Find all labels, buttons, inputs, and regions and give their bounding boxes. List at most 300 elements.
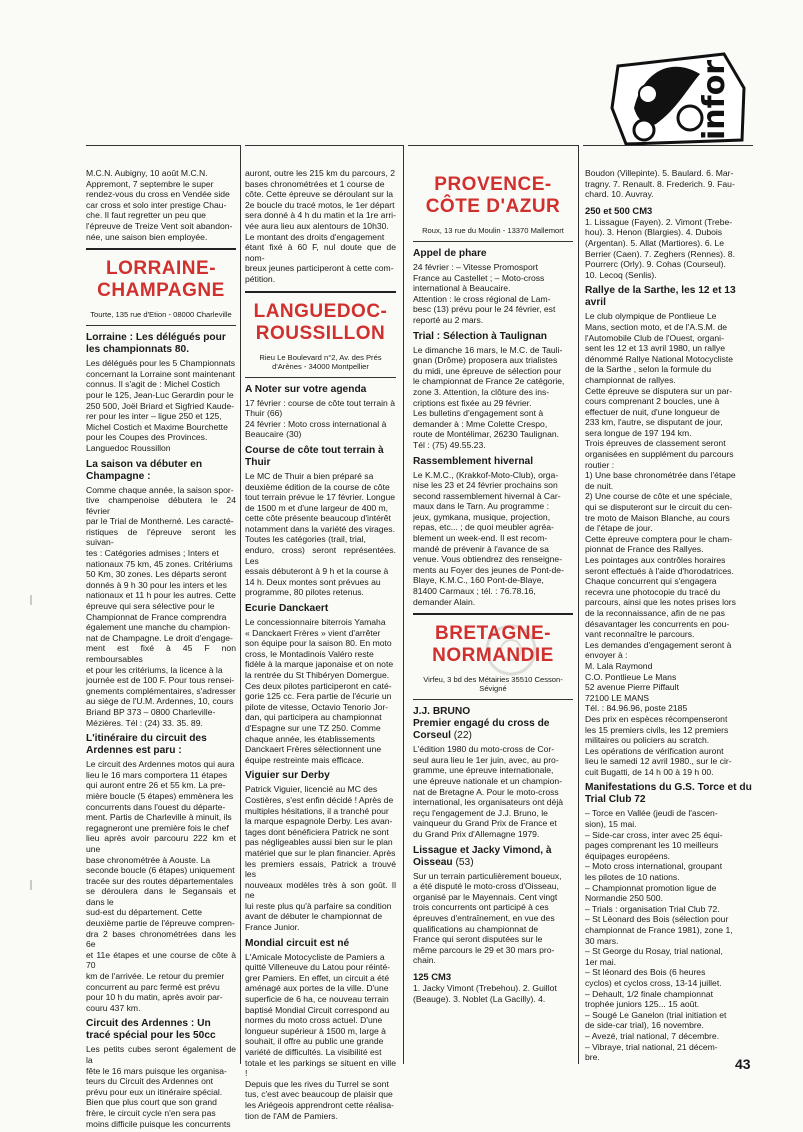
region-title-line: LORRAINE- xyxy=(105,258,217,280)
text-line: base chronométrée à Aouste. La xyxy=(86,854,211,865)
text-line: maux dans le Tarn. Au programme : xyxy=(413,501,549,512)
region-address: Tourte, 135 rue d'Etion - 08000 Charleville xyxy=(90,310,232,320)
text-line: de la Sarthe , selon la formule du xyxy=(585,364,712,375)
text-line: Cette épreuve se disputera sur un par- xyxy=(585,385,733,396)
text-line: connus. Il s'agit de : Michel Costich xyxy=(86,379,220,390)
text-line: teurs du Circuit des Ardennes ont xyxy=(86,1076,214,1087)
text-line: nat de Bretagne A. Pour le moto-cross xyxy=(413,786,559,797)
text-line: ments au Foyer des jeunes de Pont-de- xyxy=(413,564,564,575)
header-rule xyxy=(408,145,578,146)
article-heading: A Noter sur votre agenda xyxy=(245,383,367,395)
text-line: les pilotes de 10 nations. xyxy=(585,872,680,883)
text-line: organisées en supplément du parcours xyxy=(585,449,734,460)
text-line: prévu pour eux un itinéraire spécial. xyxy=(86,1086,223,1097)
text-line: criptions est fixée au 29 février. xyxy=(413,397,532,408)
text-line: blement un week-end. Il est recom- xyxy=(413,533,548,544)
text-line: journée est de 100 F. Pour tous rensei- xyxy=(86,675,235,686)
text-line: international, les organisateurs ont déjà xyxy=(413,797,564,808)
text-line: Depuis que les rives du Turrel se sont xyxy=(245,1078,389,1089)
text-line: Ces deux pilotes participeront en caté- xyxy=(245,680,392,691)
text-line: jeux, gymkana, musique, projection, xyxy=(413,511,551,522)
text-line: – Vibraye, trial national, 21 décem- xyxy=(585,1041,718,1052)
text-line: cross, le Montadinois Valéro reste xyxy=(245,648,374,659)
text-line: qui se disputeront sur le circuit du cen- xyxy=(585,502,733,513)
text-line: venue. Vous obtiendrez des renseigne- xyxy=(413,554,563,565)
page-number: 43 xyxy=(735,1056,751,1072)
results-heading: 125 CM3 xyxy=(413,970,452,982)
text-line: Danckaert Frères sélectionnent une xyxy=(245,744,382,755)
text-line: Des prix en espèces récompenseront xyxy=(585,713,728,724)
text-line: matériel que sur le plan financier. Après xyxy=(245,847,396,858)
text-line: cyclos) et cyclos cross, 13-14 juillet. xyxy=(585,977,722,988)
text-line: couru 437 km. xyxy=(86,1002,141,1013)
text-line: demander à : Mme Colette Crespo, xyxy=(413,418,548,429)
text-line: le championnat de France 2e catégorie, xyxy=(413,376,565,387)
text-line: bre. xyxy=(585,1052,600,1063)
text-line: la marque espagnole Derby. Les avan- xyxy=(245,816,393,827)
text-line: née, une saison bien employée. xyxy=(86,231,208,242)
article-body xyxy=(413,262,573,326)
text-line: Chaque concurrent qui s'engagera xyxy=(585,576,717,587)
infor-logo xyxy=(604,48,752,148)
text-line: tive champenoise débutera le 24 février xyxy=(86,495,236,516)
text-line: deuxième édition de la course de côte xyxy=(245,481,390,492)
region-address: Rieu Le Boulevard n°2, Av. des Prés d'Arènes - 34000 Montpellier xyxy=(259,352,382,371)
text-line: concurrents dans l'ouest du départe- xyxy=(86,801,226,812)
text-line: Les délégués pour les 5 Championnats xyxy=(86,358,236,369)
region-address: Virfeu, 3 bd des Métairies 35510 Cesson-Sévigné xyxy=(423,675,563,694)
column-1 xyxy=(86,168,236,1132)
text-line: nationaux 75 km, 45 zones. Critériums xyxy=(86,558,233,569)
text-line: côte. Cette épreuve se déroulant sur la xyxy=(245,189,394,200)
text-line: concurrent au parc fermé est prévu xyxy=(86,981,220,992)
text-line: Championnat de France comprendra xyxy=(86,611,227,622)
text-line: du Grand Prix d'Allemagne 1979. xyxy=(413,828,540,839)
text-line: ment est fixé à 45 F non remboursables xyxy=(86,643,236,664)
column-3 xyxy=(413,168,573,1007)
text-line: ristiques de l'épreuve seront les suivan- xyxy=(86,526,236,548)
article-heading: Viguier sur Derby xyxy=(245,770,330,782)
text-line: sera longue de 197 194 km. xyxy=(585,427,692,438)
divider xyxy=(86,325,236,326)
heading-number: (53) xyxy=(455,856,474,868)
text-line: route de Montélimar, 26230 Taulignan. xyxy=(413,429,560,440)
text-line: Berrier (Caen). 7. Zeghers (Rennes). 8. xyxy=(585,248,735,259)
text-line: de nuit. xyxy=(585,480,614,491)
text-line: 1er mai. xyxy=(585,956,617,967)
article-body xyxy=(413,345,573,451)
text-line: international à Beaucaire. xyxy=(413,283,511,294)
text-line: chard. 10. Auvray. xyxy=(585,189,654,200)
text-line: Thuir (66) xyxy=(245,408,283,419)
text-line: auront, outre les 215 km du parcours, 2 xyxy=(245,168,395,178)
text-line: moins difficile puisque les concurrents xyxy=(86,1118,231,1129)
text-line: 81400 Carmaux ; tél. : 76.78.16, xyxy=(413,586,536,597)
text-line: regagneront une première fois le chef xyxy=(86,822,229,833)
heading-text: Lissague et Jacky Vimond, à Oisseau xyxy=(413,844,552,868)
text-line: 30 mars. xyxy=(585,935,619,946)
text-line: également une manche du champion- xyxy=(86,622,231,633)
text-line: – Dehault, 1/2 finale championnat xyxy=(585,988,714,999)
article-heading: Rallye de la Sarthe, les 12 et 13 avril xyxy=(585,285,736,309)
article-heading: Mondial circuit est né xyxy=(245,937,350,949)
heading-text: Premier engagé du cross de Corseul xyxy=(413,718,550,742)
text-line: concernant la Lorraine sont maintenant xyxy=(86,368,236,379)
heading-number: (22) xyxy=(453,730,472,742)
text-line: longueur supérieur à 1500 m, large à xyxy=(245,1025,386,1036)
text-line: l'Automobile Club de l'Ouest, organi- xyxy=(585,332,724,343)
text-line: Le concessionnaire biterrois Yamaha xyxy=(245,617,386,628)
text-line: fête le 16 mars puisque les organisa- xyxy=(86,1065,227,1076)
text-line: Cette épreuve comptera pour le cham- xyxy=(585,533,733,544)
text-line: Les petits cubes seront également de la xyxy=(86,1044,236,1065)
text-line: championnat de France 1981), zone 1, xyxy=(585,925,733,935)
text-line: repas, etc... ; de quoi meubler agréa- xyxy=(413,522,554,533)
column-2 xyxy=(245,168,396,1124)
text-line: tus, c'est avec beaucoup de plaisir que xyxy=(245,1089,393,1100)
article-heading: Course de côte tout terrain à Thuir xyxy=(245,444,384,468)
text-line: 52 avenue Pierre Piffault xyxy=(585,682,679,693)
text-line: de l'étape de jour. xyxy=(585,523,653,534)
margin-mark xyxy=(30,880,32,890)
text-line: sud-est du département. Cette xyxy=(86,907,203,918)
text-line: qui auront entre 26 et 55 km. La pre- xyxy=(86,780,226,791)
text-line: – Avezé, trial national, 7 décembre. xyxy=(585,1030,720,1041)
article-body xyxy=(245,784,396,932)
text-line: gnements complémentaires, s'adresser xyxy=(86,685,236,696)
text-line: France qui seront disputées sur le xyxy=(413,934,543,945)
text-line: avant de débuter le championnat de xyxy=(245,911,383,922)
divider xyxy=(413,241,573,242)
text-line: Costières, s'est enfin décidé ! Après de xyxy=(245,794,394,805)
text-line: 24 février : Moto cross international à xyxy=(245,418,387,429)
text-line: – Sougé Le Ganelon (trial initiation et xyxy=(585,1009,727,1020)
text-line: L'Amicale Motocycliste de Pamiers a xyxy=(245,951,385,962)
text-line: km de l'arrivée. Le retour du premier xyxy=(86,971,225,982)
text-line: Le montant des droits d'engagement xyxy=(245,231,385,242)
article-body xyxy=(245,398,396,440)
text-line: Les opérations de vérification auront xyxy=(585,745,724,756)
divider xyxy=(413,613,573,615)
text-line: étant fixé à 60 F, nul doute que de nom- xyxy=(245,242,396,263)
text-line: vant reconnaître le parcours. xyxy=(585,629,695,640)
text-line: aménagé aux portes de la ville. D'une xyxy=(245,983,389,994)
text-line: Mans, section moto, et de l'A.S.M. de xyxy=(585,321,728,332)
text-line: variété de difficultés. La visibilité est xyxy=(245,1047,382,1057)
region-title-line: NORMANDIE xyxy=(432,645,554,667)
text-line: gorie 125 cc. Fera partie de l'écurie un xyxy=(245,691,392,702)
text-line: de la reconnaissance, afin de ne pas xyxy=(585,607,725,618)
region-title-line: LANGUEDOC- xyxy=(253,300,388,322)
text-line: les premiers essais, Patrick a trouvé les xyxy=(245,858,396,880)
region-title-line: PROVENCE- xyxy=(434,174,552,195)
svg-text:infor: infor xyxy=(697,59,732,140)
article-body xyxy=(413,744,573,839)
text-line: du midi, une épreuve de sélection pour xyxy=(413,365,562,376)
text-line: M.C.N. Aubigny, 10 août M.C.N. xyxy=(86,168,208,178)
text-line: mandé de prévenir à l'avance de sa xyxy=(413,543,549,554)
text-line: tion de l'AM de Pamiers. xyxy=(245,1110,338,1121)
article-body xyxy=(86,485,236,729)
text-line: Comme chaque année, la saison spor- xyxy=(86,484,234,495)
text-line: sera donné à 4 h du matin et la 1re arri- xyxy=(245,210,396,221)
text-line: gnan (Drôme) proposera aux trialistes xyxy=(413,355,558,366)
text-line: lieu le samedi 12 avril 1980., sur le cir- xyxy=(585,756,732,767)
text-line: – Trials : organisation Trial Club 72. xyxy=(585,903,720,914)
text-line: che. Il faut regretter un peu que xyxy=(86,210,206,221)
text-line: Les pointages aux contrôles horaires xyxy=(585,555,726,565)
text-line: hou). 3. Henon (Blargies). 4. Dubois xyxy=(585,227,723,238)
text-line: deuxième partie de l'épreuve compren- xyxy=(86,918,235,929)
text-line: fidèle à la marque japonaise et on note xyxy=(245,659,394,670)
text-line: 24 février : – Vitesse Promosport xyxy=(413,262,538,272)
article-body xyxy=(245,617,396,765)
text-line: d'Espagne sur une TZ 250. Comme xyxy=(245,722,381,733)
text-line: Les demandes d'engagement seront à xyxy=(585,639,732,650)
text-line: grer Pamiers. En effet, un circuit a été xyxy=(245,972,390,983)
text-line: 14 h. Deux montes sont prévues au xyxy=(245,576,381,587)
header-rule xyxy=(86,145,240,146)
article-body xyxy=(245,952,396,1122)
text-line: reporté au 2 mars. xyxy=(413,314,484,325)
text-line: pionnat de France des Rallyes. xyxy=(585,544,704,555)
text-line: dan, qui participera au championnat xyxy=(245,712,382,723)
text-line: organisé par le Mayennais. Cent vingt xyxy=(413,891,558,902)
text-line: bases chronométrées et 1 course de xyxy=(245,178,385,189)
text-line: – Side-car cross, inter avec 25 équi- xyxy=(585,829,723,840)
text-line: 17 février : course de côte tout terrain à xyxy=(245,397,395,408)
text-line: 1. Lissague (Fayen). 2. Vimont (Trebe- xyxy=(585,216,733,227)
text-line: mière boucle (5 étapes) emmènera les xyxy=(86,790,234,801)
article-heading: Lorraine : Les délégués pour les championnats 80. xyxy=(86,332,226,356)
col4-intro xyxy=(585,168,753,200)
text-line: tes : Catégories admises ; Inters et xyxy=(86,548,219,559)
text-line: Mézières. Tél : (24) 33. 35. 89. xyxy=(86,717,203,728)
text-line: Toutes les catégories (trail, trial, xyxy=(245,534,366,545)
text-line: Sur un terrain particulièrement boueux, xyxy=(413,870,562,881)
article-heading: Circuit des Ardennes : Un tracé spécial pour les 50cc xyxy=(86,1018,216,1042)
text-line: 2e boucle du tracé motos, le 1er départ xyxy=(245,199,395,210)
text-line: seul aura lieu le 1er juin, avec, au pro- xyxy=(413,754,559,765)
article-body xyxy=(413,871,573,966)
text-line: a été disputé le moto-cross d'Oisseau, xyxy=(413,881,559,892)
text-line: 10. Lecoq (Senlis). xyxy=(585,269,657,280)
text-line: enduro, cross) seront représentées. Les xyxy=(245,545,396,566)
text-line: pour 10 h du matin, après avoir par- xyxy=(86,992,223,1003)
column-rule xyxy=(578,145,579,1064)
text-line: – Torce en Vallée (jeudi de l'ascen- xyxy=(585,808,718,819)
text-line: Pourrerc (Orly). 9. Cohas (Courseul). xyxy=(585,259,726,270)
text-line: les 15 premiers civils, les 12 premiers xyxy=(585,724,729,735)
text-line: C.O. Pontlieue Le Mans xyxy=(585,671,677,682)
text-line: ment. Partis de Charleville à minuit, ils xyxy=(86,812,232,823)
text-line: tre moto de Maison Blanche, au cours xyxy=(585,512,730,523)
text-line: de side-car trial), 16 novembre. xyxy=(585,1020,704,1031)
text-line: France Junior. xyxy=(245,922,300,933)
divider xyxy=(86,248,236,250)
text-line: pétition. xyxy=(245,273,276,284)
text-line: une épreuve nationale et un champion- xyxy=(413,776,563,786)
text-line: Les bulletins d'engagement sont à xyxy=(413,408,544,419)
region-title-lorraine xyxy=(86,258,236,302)
text-line: France au Castellet ; – Moto-cross xyxy=(413,272,545,283)
text-line: Beaucaire (30) xyxy=(245,429,302,440)
region-address: Roux, 13 rue du Moulin - 13370 Mallemort xyxy=(422,226,564,235)
text-line: quitté Villeneuve du Latou pour réinté- xyxy=(245,962,391,973)
text-line: seconde boucle (6 étapes) uniquement xyxy=(86,865,235,876)
text-line: tages dont bénéficiera Patrick ne sont xyxy=(245,826,389,837)
text-line: – Championnat promotion ligue de xyxy=(585,882,717,893)
text-line: reçu l'engagement de J.J. Bruno, le xyxy=(413,807,548,818)
text-line: vainqueur du Grand Prix de France et xyxy=(413,818,557,829)
text-line: Attention : le cross régional de Lam- xyxy=(413,293,551,304)
text-line: notamment dans la variété des virages. xyxy=(245,523,395,534)
text-line: Appremont, 7 septembre le super xyxy=(86,178,214,189)
text-line: militaires ou policiers au scratch. xyxy=(585,735,710,746)
text-line: nouveaux modèles très à son goût. Il ne xyxy=(245,879,396,901)
divider xyxy=(245,377,396,378)
text-line: 1) Une base chronométrée dans l'étape xyxy=(585,470,736,481)
region-title-languedoc xyxy=(245,301,396,345)
text-line: chaque année, les établissements xyxy=(245,733,375,744)
text-line: multiples hésitations, il a tranché pour xyxy=(245,805,389,816)
text-line: sent les 12 et 13 avril 1980, un rallye xyxy=(585,343,725,354)
article-heading xyxy=(413,845,573,869)
article-heading: Ecurie Danckaert xyxy=(245,603,329,615)
text-line: les Ariégeois apprendront cette réalisa- xyxy=(245,1099,395,1110)
text-line: 1. Jacky Vimont (Trebehou). 2. Guillot xyxy=(413,982,557,993)
text-line: Blaye, K.M.C., 160 Pont-de-Blaye, xyxy=(413,575,544,586)
text-line: Le K.M.C., (Krakkof-Moto-Club), orga- xyxy=(413,469,559,480)
text-line: routier : xyxy=(585,459,615,470)
text-line: son équipe pour la saison 80. En moto xyxy=(245,638,392,649)
text-line: (Argentan). 5. Allat (Martiores). 6. Le xyxy=(585,237,724,248)
margin-mark xyxy=(30,595,32,605)
text-line: M. Lala Raymond xyxy=(585,660,653,671)
article-body xyxy=(413,470,573,608)
column-4 xyxy=(585,168,753,1066)
text-line: second rassemblement hivernal à Car- xyxy=(413,490,561,501)
article-heading: Trial : Sélection à Taulignan xyxy=(413,330,547,342)
text-line: chain. xyxy=(413,955,436,966)
text-line: pilote de vitesse, Octavio Tenorio Jor- xyxy=(245,701,389,712)
text-line: normes du moto cross actuel. D'une xyxy=(245,1015,383,1026)
region-title-line: CHAMPAGNE xyxy=(97,280,225,302)
column-rule xyxy=(240,145,241,1064)
text-line: championnat de rallyes. xyxy=(585,374,676,385)
text-line: épreuve qui sera sélective pour le xyxy=(86,601,215,612)
text-line: 250 500, Joël Briard et Sigfried Kaude- xyxy=(86,400,235,411)
text-line: Le club olympique de Pontlieue Le xyxy=(585,311,717,322)
text-line: nise les 23 et 24 février prochains son xyxy=(413,480,558,491)
text-line: pages comprenant les 10 meilleurs xyxy=(585,840,719,851)
text-line: frère, le circuit cycle n'en sera pas xyxy=(86,1107,216,1118)
text-line: 233 km, l'autre, se disputant de jour, xyxy=(585,417,723,428)
divider xyxy=(245,291,396,293)
text-line: Michel Costich et Maxime Bourchette xyxy=(86,421,228,432)
text-line: tout terrain prévue le 17 février. Longue xyxy=(245,492,396,503)
text-line: nat de Champagne. Le droit d'engage- xyxy=(86,632,233,643)
text-line: désavantager les concurrents en pou- xyxy=(585,618,730,629)
text-line: équipe restreinte mais efficace. xyxy=(245,754,364,765)
text-line: (Beauge). 3. Noblet (La Gacilly). 4. xyxy=(413,993,546,1004)
text-line: cuit Bugatti, de 14 h 00 à 19 h 00. xyxy=(585,766,714,777)
text-line: programme, 80 pilotes retenus. xyxy=(245,587,364,598)
text-line: Le MC de Thuir a bien préparé sa xyxy=(245,470,374,481)
text-line: – St Léonard des Bois (sélection pour xyxy=(585,914,729,925)
text-line: lui reste plus qu'à parfaire sa condition xyxy=(245,900,392,911)
text-line: Briand BP 373 – 0800 Charleville- xyxy=(86,706,216,717)
text-line: Le circuit des Ardennes motos qui aura xyxy=(86,759,235,770)
region-title-line: CÔTE D'AZUR xyxy=(425,196,561,217)
text-line: lieu le 16 mars comportera 11 étapes xyxy=(86,769,228,780)
text-line: qualifications au championnat de xyxy=(413,923,539,934)
text-line: 72100 LE MANS xyxy=(585,692,650,703)
text-line: sion), 15 mai. xyxy=(585,819,637,830)
text-line: superficie de 6 ha, ce nouveau terrain xyxy=(245,994,389,1005)
text-line: essais débuteront à 9 h et la course à xyxy=(245,566,389,577)
text-line: souhait, il offre au public une grande xyxy=(245,1036,384,1047)
text-line: Languedoc Roussillon xyxy=(86,442,171,453)
text-line: baptisé Mondial Circuit correspond au xyxy=(245,1004,390,1015)
text-line: Normandie 250 500. xyxy=(585,893,663,904)
text-line: se déroulera dans le Segansais et dans le xyxy=(86,886,236,907)
column-rule xyxy=(403,145,404,1064)
text-line: 2) Une course de côte et une spéciale, xyxy=(585,491,733,502)
region-title-bretagne xyxy=(413,623,573,667)
text-line: pas négligeables aussi bien sur le plan xyxy=(245,837,393,848)
article-heading: Appel de phare xyxy=(413,248,487,259)
text-line: breux jeunes participeront à cette com- xyxy=(245,263,394,274)
article-body xyxy=(86,358,236,453)
text-line: gramme, une épreuve internationale, xyxy=(413,765,554,776)
text-line: rendez-vous du cross en Vendée side xyxy=(86,189,230,200)
text-line: recevra une photocopie du tracé du xyxy=(585,586,721,597)
results-body xyxy=(585,217,753,281)
article-heading: Rassemblement hivernal xyxy=(413,455,534,467)
text-line: zone 3. Attention, la clôture des ins- xyxy=(413,386,550,397)
text-line: même parcours le 29 et 30 mars pro- xyxy=(413,944,555,955)
text-line: épreuves d'entraînement, en vue des xyxy=(413,912,555,923)
text-line: Bien que plus court que son grand xyxy=(86,1097,217,1108)
results-body xyxy=(413,983,573,1004)
text-line: lieu après avoir parcouru 222 km et une xyxy=(86,833,236,854)
divider xyxy=(413,699,573,700)
col2-intro xyxy=(245,168,396,285)
text-line: trois concurrents ont participé à ces xyxy=(413,902,549,913)
article-heading: J.J. BRUNO xyxy=(413,706,471,718)
text-line: Tél : (75) 49.55.23. xyxy=(413,439,486,450)
text-line: par le Trial de Montherné. Les caracté- xyxy=(86,516,234,527)
text-line: rer pour les inter – ligue 250 et 125, xyxy=(86,411,222,422)
text-line: effectuer de nuit, d'une longueur de xyxy=(585,406,720,417)
text-line: nationaux et 11 h pour les autres. Cette xyxy=(86,590,236,601)
text-line: cette côte présente beaucoup d'intérêt xyxy=(245,513,391,524)
text-line: tracée sur des routes départementales xyxy=(86,875,234,886)
text-line: parcours, ainsi que les notes prises lors xyxy=(585,597,736,608)
text-line: dra 2 bases chronométrées dans les 6e xyxy=(86,928,236,950)
text-line: demander Alain. xyxy=(413,596,476,607)
region-title-provence xyxy=(413,174,573,218)
article-heading: Manifestations du G.S. Torce et du Trial Club 72 xyxy=(585,782,752,806)
text-line: seront effectués à l'aide d'horodatrices. xyxy=(585,565,734,576)
text-line: 50 Km, 30 zones. Les départs seront xyxy=(86,569,227,580)
text-line: totale et les parkings se situent en ville ! xyxy=(245,1057,396,1079)
text-line: Trois épreuves de classement seront xyxy=(585,438,726,449)
text-line: vée aura lieu aux alentours de 10h30. xyxy=(245,220,389,231)
text-line: trophée juniors 125... 15 août. xyxy=(585,999,700,1010)
text-line: la rentrée du St Thibéryen Domergue. xyxy=(245,670,390,680)
